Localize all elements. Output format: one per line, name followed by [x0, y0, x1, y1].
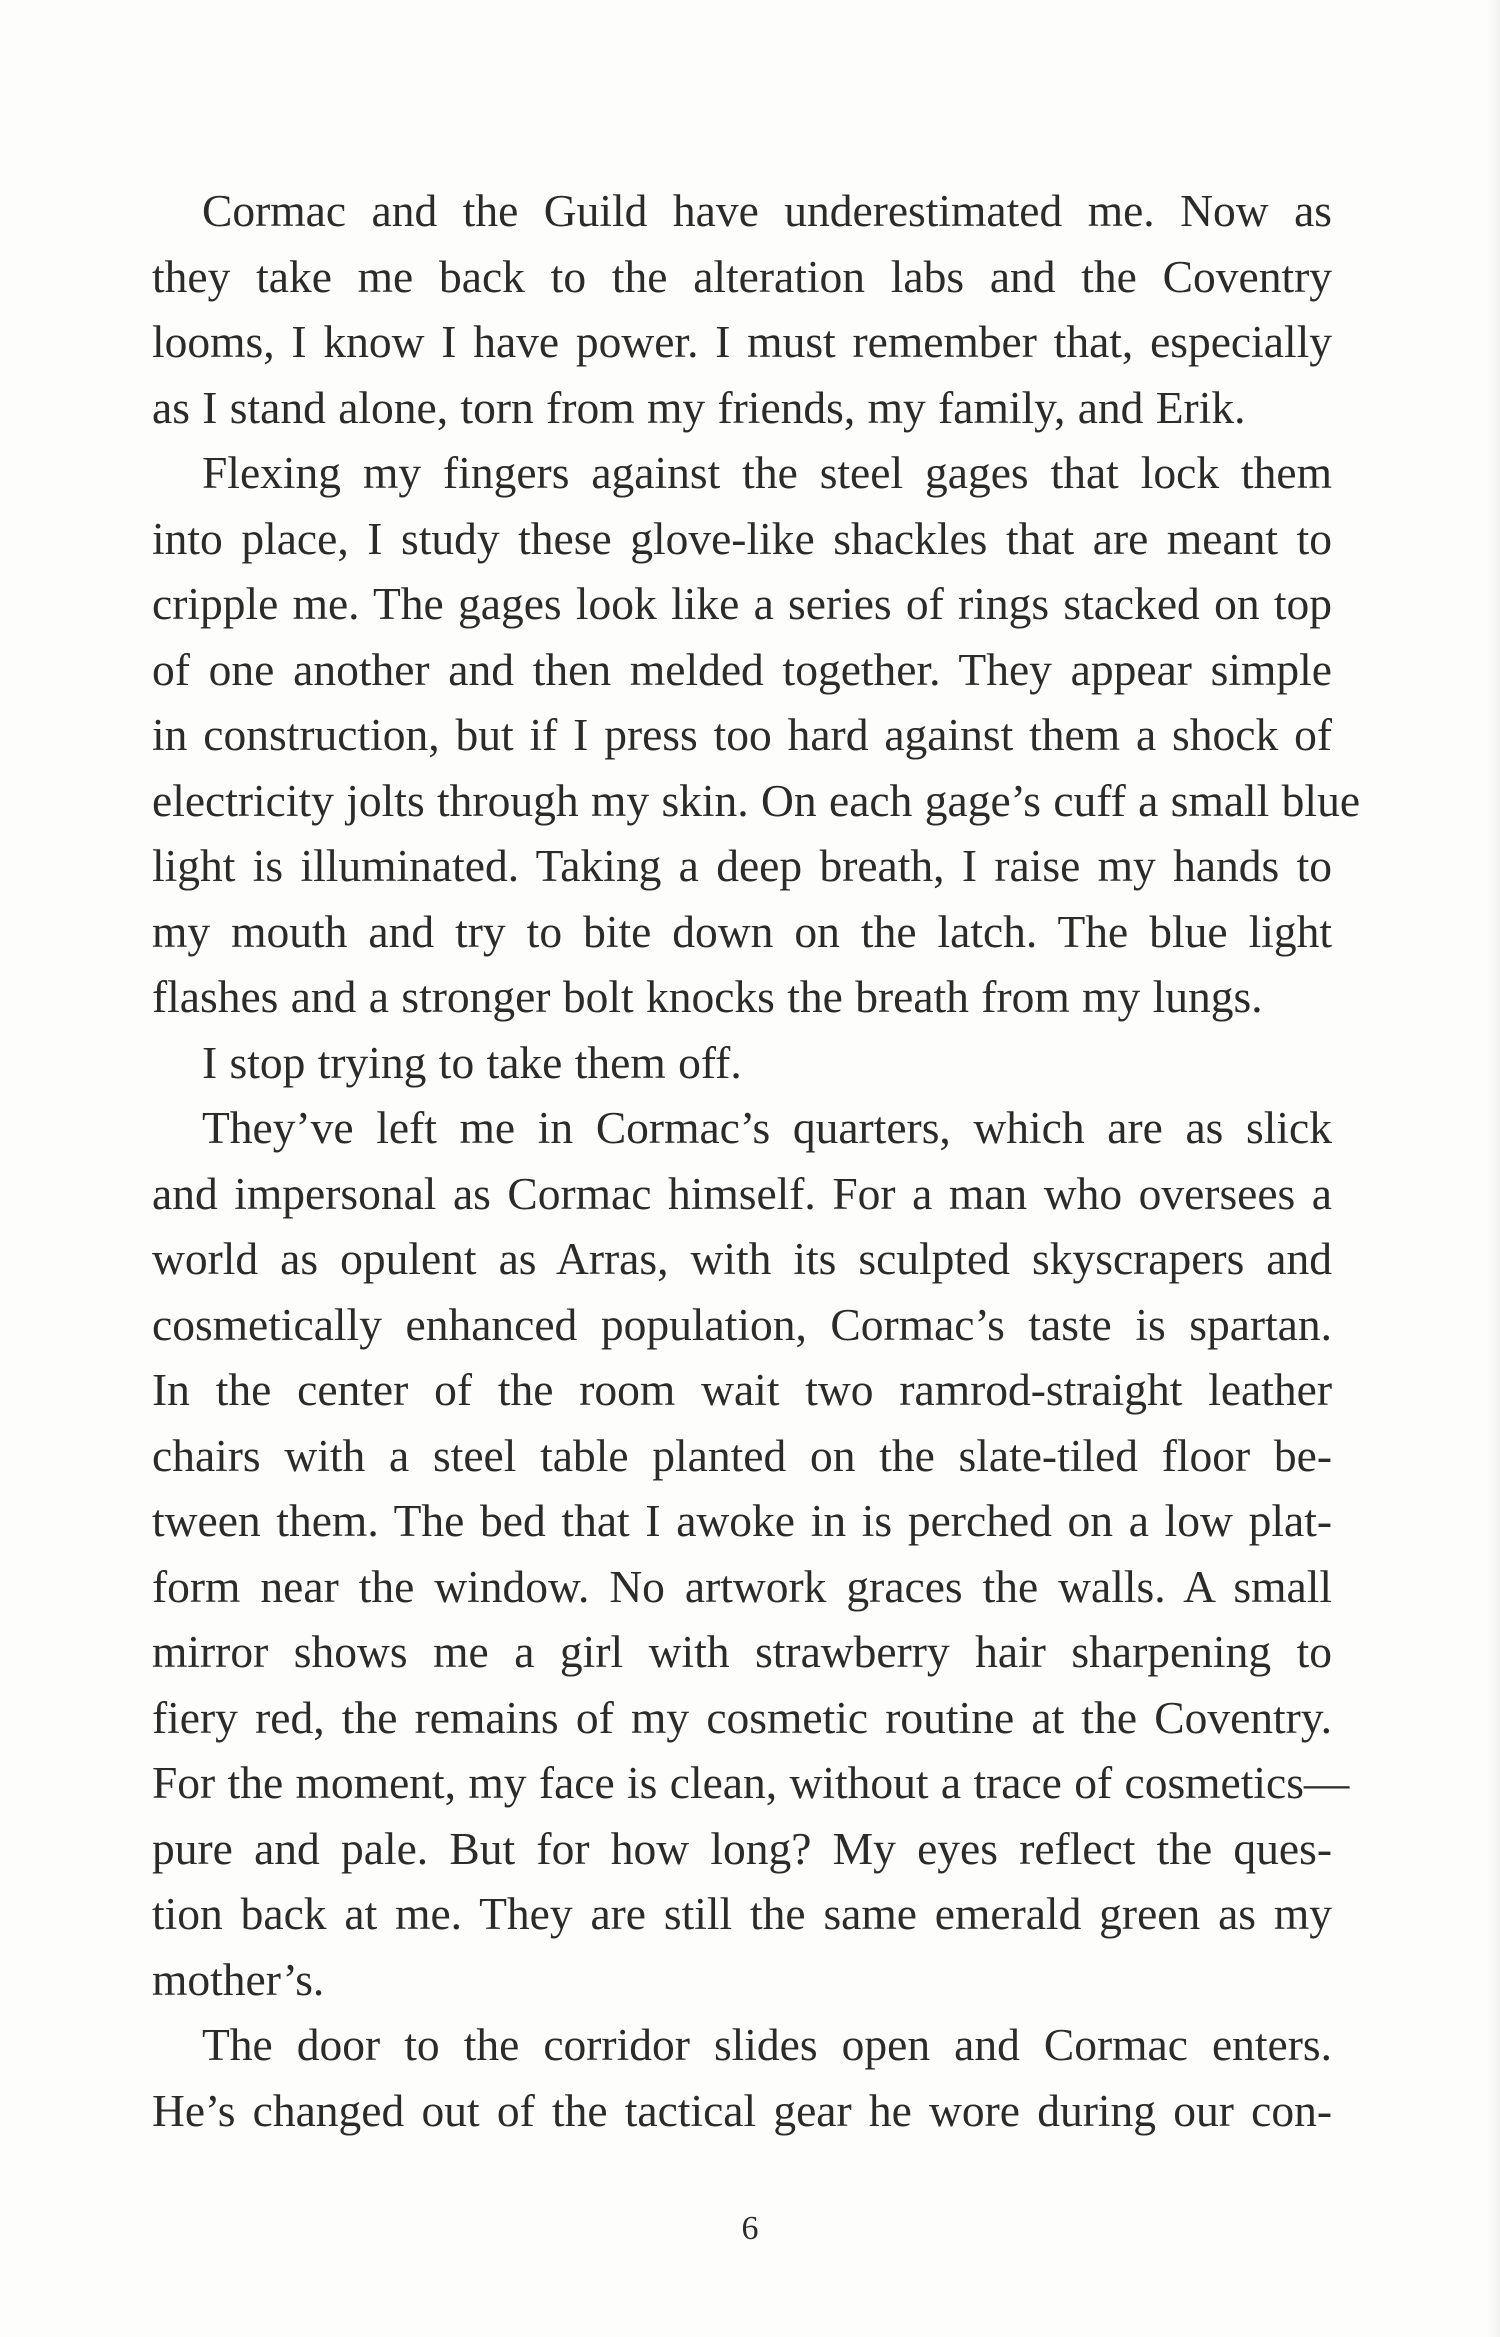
- paragraph-4: [152, 1095, 1350, 2012]
- text-line: as I stand alone, torn from my friends, my family, and Erik.: [152, 381, 1246, 433]
- text-line: form near the window. No artwork graces the walls. A small: [152, 1560, 1332, 1612]
- text-line: mother’s.: [152, 1953, 325, 2005]
- text-line: flashes and a stronger bolt knocks the breath from my lungs.: [152, 971, 1263, 1022]
- paragraph-2: [152, 440, 1361, 1030]
- text-line: tion back at me. They are still the same emerald green as my: [152, 1888, 1332, 1939]
- page-edge: [1488, 0, 1500, 2337]
- text-line: They’ve left me in Cormac’s quarters, which are as slick: [202, 1102, 1332, 1153]
- text-line: tween them. The bed that I awoke in is perched on a low plat-: [152, 1495, 1332, 1546]
- text-line: pure and pale. But for how long? My eyes reflect the ques-: [152, 1822, 1332, 1874]
- text-line: mirror shows me a girl with strawberry hair sharpening to: [152, 1626, 1332, 1677]
- text-line: In the center of the room wait two ramrod-straight leather: [152, 1364, 1332, 1415]
- text-line: looms, I know I have power. I must remember that, especially: [152, 316, 1332, 367]
- text-line: electricity jolts through my skin. On each gage’s cuff a small blue: [152, 774, 1361, 826]
- paragraph-1: [152, 178, 1332, 440]
- text-line: cosmetically enhanced population, Cormac’s taste is spartan.: [152, 1298, 1332, 1350]
- text-line: chairs with a steel table planted on the slate-tiled floor be-: [152, 1429, 1332, 1481]
- page-number: 6: [741, 2210, 759, 2247]
- text-line: Flexing my fingers against the steel gages that lock them: [202, 447, 1332, 498]
- text-line: world as opulent as Arras, with its sculpted skyscrapers and: [152, 1233, 1332, 1284]
- paragraph-5: [152, 2012, 1332, 2143]
- text-line: fiery red, the remains of my cosmetic routine at the Coventry.: [152, 1691, 1332, 1743]
- text-line: my mouth and try to bite down on the latch. The blue light: [152, 905, 1332, 957]
- text-line: light is illuminated. Taking a deep breath, I raise my hands to: [152, 840, 1332, 891]
- text-line: He’s changed out of the tactical gear he wore during our con-: [152, 2084, 1332, 2136]
- text-line: cripple me. The gages look like a series of rings stacked on top: [152, 578, 1332, 629]
- book-page-body: [152, 178, 1361, 2143]
- text-line: into place, I study these glove-like shackles that are meant to: [152, 512, 1332, 564]
- text-line: and impersonal as Cormac himself. For a man who oversees a: [152, 1167, 1332, 1219]
- text-line: The door to the corridor slides open and Cormac enters.: [202, 2019, 1332, 2070]
- paragraph-3: [152, 1030, 1332, 1096]
- text-line: in construction, but if I press too hard against them a shock of: [152, 709, 1332, 760]
- text-line: I stop trying to take them off.: [202, 1036, 742, 1088]
- text-line: of one another and then melded together. They appear simple: [152, 643, 1332, 695]
- text-line: they take me back to the alteration labs and the Coventry: [152, 250, 1332, 302]
- text-line: For the moment, my face is clean, without a trace of cosmetics—: [152, 1757, 1350, 1808]
- text-line: Cormac and the Guild have underestimated me. Now as: [202, 185, 1332, 236]
